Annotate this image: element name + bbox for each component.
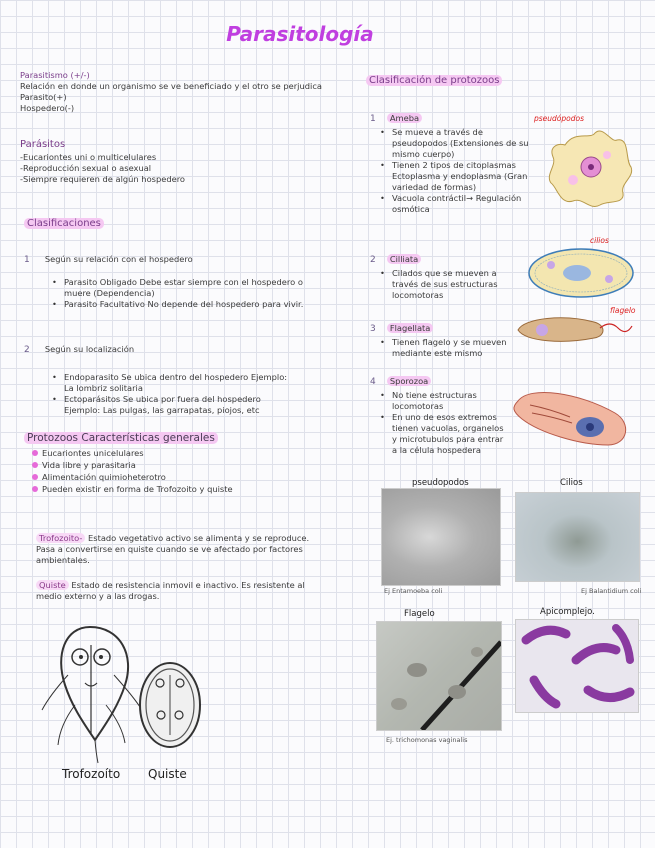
clasificacion-item-2-bullets	[50, 372, 290, 416]
clasificacion-item-1	[24, 247, 334, 266]
list-item: • Cilados que se mueven a través de sus estructuras locomotoras	[392, 268, 520, 301]
giardia-figure	[40, 615, 210, 790]
group-number: 4	[370, 377, 376, 387]
clasificacion-item-1-bullets	[50, 277, 320, 310]
list-item: Pueden existir en forma de Trofozoito y quiste	[42, 483, 332, 495]
protozoos-heading: Protozoos Características generales	[24, 432, 218, 444]
list-item: • Parasito Facultativo No depende del hospedero para vivir.	[64, 299, 320, 310]
giardia-illustration	[40, 615, 210, 765]
parasitos-heading: Parásitos	[20, 139, 66, 150]
quiste-definition	[36, 580, 326, 602]
ciliado-illustration	[525, 245, 637, 301]
clasificaciones-heading: Clasificaciones	[24, 218, 104, 229]
item-label: Según su localización	[44, 344, 135, 354]
list-item: • Se mueve a través de pseudopodos (Extensiones de su mismo cuerpo)	[392, 127, 530, 160]
list-item: • Ectoparásitos Se ubica por fuera del hospedero Ejemplo: Las pulgas, las garrapatas, piojos, etc	[64, 394, 290, 416]
photo-label-flagelo: Flagelo	[404, 609, 435, 619]
list-item: Alimentación quimioheterotro	[42, 471, 332, 483]
list-item: • Endoparasito Se ubica dentro del hospedero Ejemplo: La lombriz solitaria	[64, 372, 290, 394]
photo-caption: Ej Entamoeba coli	[384, 587, 443, 595]
parasitos-line: -Siempre requieren de algún hospedero	[20, 174, 186, 184]
group-number: 1	[370, 114, 376, 124]
photo-ameba	[381, 488, 501, 586]
protozoos-bullets	[32, 447, 332, 495]
photo-label-cilios: Cilios	[560, 478, 583, 488]
parasitismo-line: Parasito(+)	[20, 92, 67, 102]
flagelo-tag: flagelo	[610, 306, 636, 315]
group-cilliata	[370, 247, 520, 301]
photo-label-apicomplejo: Apicomplejo.	[540, 607, 595, 617]
clasificacion-protozoos-heading-wrap	[366, 68, 502, 87]
list-item: • Tienen 2 tipos de citoplasmas Ectoplasma y endoplasma (Gran variedad de formas)	[392, 160, 530, 193]
flagelado-illustration	[514, 308, 634, 348]
clasificaciones-heading-wrap	[24, 211, 104, 230]
group-name: Flagellata	[387, 323, 434, 333]
group-number: 2	[370, 255, 376, 265]
item-number: 1	[24, 255, 30, 265]
quiste-label: Quiste	[148, 767, 187, 781]
list-item: • En uno de esos extremos tienen vacuolas, organelos y microtubulos para entrar a la célula hospedera	[392, 412, 505, 456]
photo-apicomplejo-detail	[516, 620, 638, 712]
group-sporozoa	[370, 369, 505, 456]
item-label: Según su relación con el hospedero	[44, 254, 193, 264]
parasitismo-line: Relación en donde un organismo se ve beneficiado y el otro se perjudica	[20, 81, 322, 91]
group-name: Ameba	[387, 113, 422, 123]
parasitismo-section	[20, 70, 350, 114]
photo-flagelado-detail	[377, 622, 501, 730]
trofozoito-term: Trofozoito-	[36, 533, 85, 543]
list-item: Vida libre y parasitaria	[42, 459, 332, 471]
protozoos-heading-wrap	[24, 426, 218, 445]
parasitismo-heading: Parasitismo (+/-)	[20, 70, 90, 80]
page-title: Parasitología	[226, 22, 374, 46]
group-number: 3	[370, 324, 376, 334]
photo-flagelado	[376, 621, 502, 731]
cilios-tag: cilios	[590, 236, 609, 245]
list-item: • Parasito Obligado Debe estar siempre con el hospedero o muere (Dependencia)	[64, 277, 320, 299]
parasitismo-line: Hospedero(-)	[20, 103, 75, 113]
group-ameba	[370, 106, 530, 215]
pseudopodos-tag: pseudópodos	[534, 114, 584, 123]
parasitos-line: -Reproducción sexual o asexual	[20, 163, 152, 173]
esporozoo-illustration	[510, 383, 635, 453]
group-name: Cilliata	[387, 254, 421, 264]
clasificacion-item-2	[24, 337, 334, 356]
list-item: • Vacuola contráctil→ Regulación osmótica	[392, 193, 530, 215]
photo-caption: Ej Balantidium coli	[581, 587, 642, 595]
parasitos-line: -Eucariontes uni o multicelulares	[20, 152, 157, 162]
list-item: • No tiene estructuras locomotoras	[392, 390, 505, 412]
photo-label-pseudopodos: pseudopodos	[412, 478, 469, 488]
ameba-illustration	[545, 125, 635, 210]
group-flagellata	[370, 316, 520, 359]
quiste-text: Estado de resistencia inmovil e inactivo. Es resistente al medio externo y a las drogas.	[36, 580, 305, 601]
list-item: • Tienen flagelo y se mueven mediante este mismo	[392, 337, 520, 359]
quiste-term: Quiste	[36, 580, 69, 590]
list-item: Eucariontes unicelulares	[42, 447, 332, 459]
trofozoito-definition	[36, 533, 326, 566]
group-name: Sporozoa	[387, 376, 431, 386]
photo-ciliado	[515, 492, 640, 582]
clasificacion-protozoos-heading: Clasificación de protozoos	[366, 75, 502, 86]
parasitos-section	[20, 139, 350, 185]
photo-caption: Ej. trichomonas vaginalis	[386, 736, 468, 744]
item-number: 2	[24, 345, 30, 355]
trofozoito-text: Estado vegetativo activo se alimenta y se reproduce. Pasa a convertirse en quiste cuando se ve afectado por factores ambientales.	[36, 533, 310, 565]
trofozoito-label: Trofozoíto	[62, 767, 121, 781]
photo-apicomplejo	[515, 619, 639, 713]
